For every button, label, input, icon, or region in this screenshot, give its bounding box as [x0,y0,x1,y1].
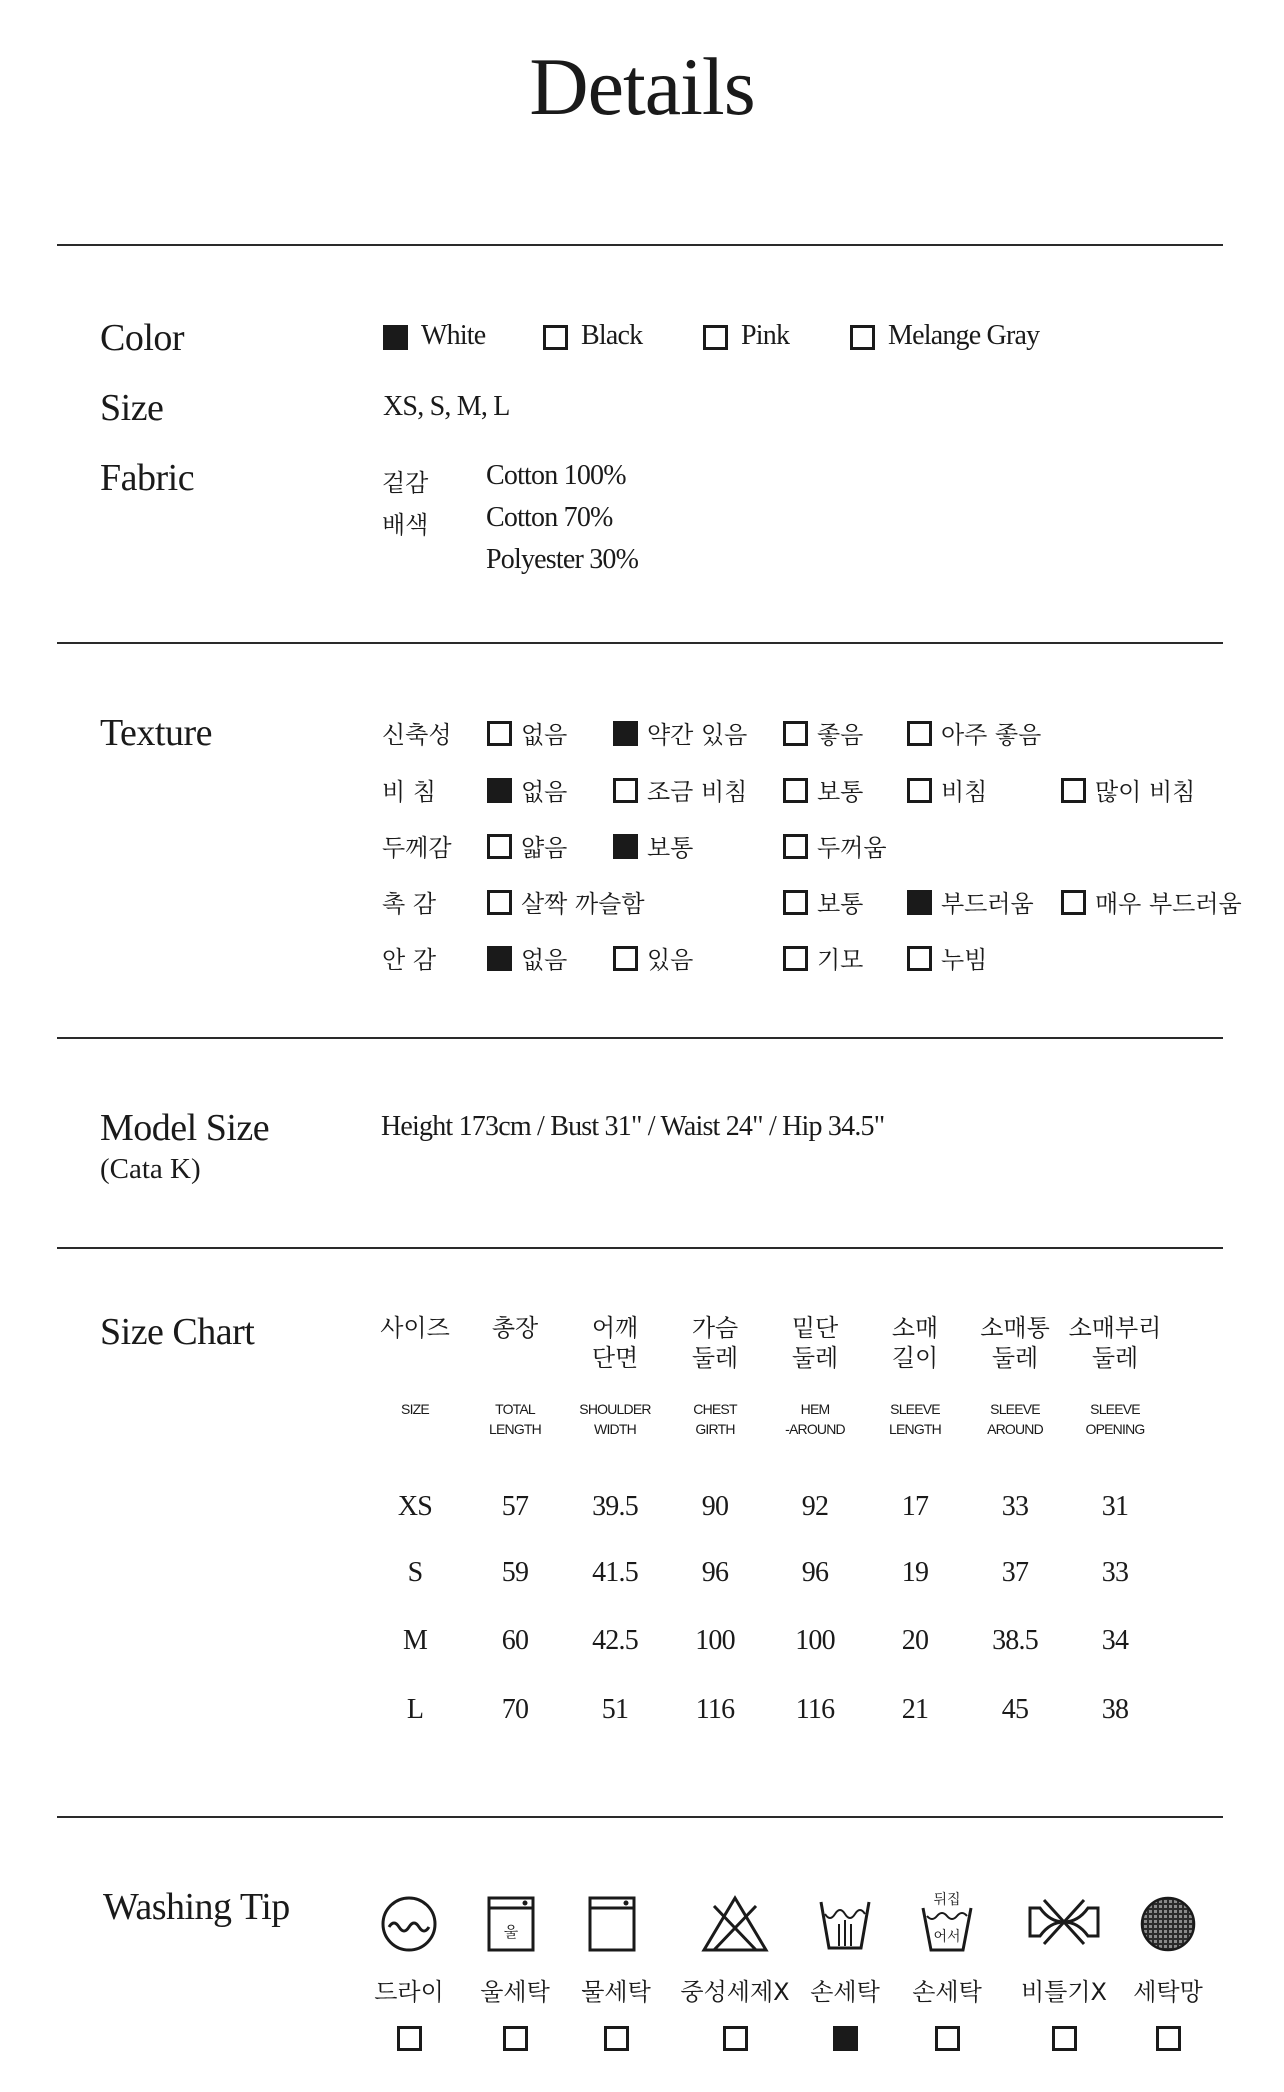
color-option-label: Black [581,320,643,351]
no-neutral-detergent-icon [700,1894,770,1959]
size-chart-label: Size Chart [100,1311,255,1353]
column-header-korean-line: 총장 [491,1314,539,1342]
table-cell: 92 [801,1491,829,1522]
column-header-korean-line: 어깨 [591,1314,639,1342]
washing-tip-checkbox[interactable] [503,2026,528,2051]
texture-checkbox[interactable] [487,890,512,915]
texture-option-label: 있음 [647,946,694,974]
texture-option-label: 보통 [817,778,864,806]
texture-option-label: 많이 비침 [1095,778,1196,806]
texture-checkbox[interactable] [907,890,932,915]
texture-checkbox[interactable] [783,721,808,746]
texture-attribute-name: 비 침 [382,778,436,806]
svg-text:뒤집: 뒤집 [933,1892,961,1908]
column-header-korean-line: 둘레 [791,1344,839,1372]
texture-option-label: 살짝 까슬함 [521,890,645,918]
texture-option-label: 조금 비침 [647,778,748,806]
fabric-part-name: 겉감 [382,469,429,497]
texture-option-label: 약간 있음 [647,721,748,749]
table-cell: 19 [901,1557,929,1588]
table-cell: 60 [501,1625,529,1656]
column-header-korean-line: 사이즈 [380,1314,450,1342]
model-name: (Cata K) [100,1153,201,1185]
hand-wash-inside-out-icon [917,1890,977,1959]
texture-option-label: 두꺼움 [817,834,887,862]
table-cell: 51 [601,1694,629,1725]
table-cell: 42.5 [592,1625,638,1656]
column-header-korean-line: 단면 [591,1344,639,1372]
column-header-korean [1055,1313,1175,1373]
column-header-english [1055,1399,1175,1439]
table-cell: 41.5 [592,1557,638,1588]
table-cell: 116 [695,1694,735,1725]
washing-tip-label: 손세탁 [912,1978,982,2006]
texture-checkbox[interactable] [487,721,512,746]
texture-checkbox[interactable] [1061,778,1086,803]
column-header-english-line: AROUND [987,1421,1043,1437]
texture-checkbox[interactable] [613,721,638,746]
divider [57,1247,1223,1249]
texture-option-label: 좋음 [817,721,864,749]
model-measurements: Height 173cm / Bust 31" / Waist 24" / Hip 34.5" [381,1111,885,1142]
texture-option-label: 기모 [817,946,864,974]
texture-attribute-name: 촉 감 [382,890,436,918]
divider [57,1037,1223,1039]
washing-tip-label: 비틀기X [1021,1978,1107,2006]
column-header-korean-line: 길이 [891,1344,939,1372]
color-checkbox[interactable] [383,325,408,350]
svg-text:어서: 어서 [933,1929,961,1945]
texture-option-label: 매우 부드러움 [1095,890,1242,918]
table-cell: 37 [1001,1557,1029,1588]
texture-checkbox[interactable] [783,946,808,971]
table-cell: 116 [795,1694,835,1725]
column-header-english-line: LENGTH [889,1421,941,1437]
column-header-english-line: -AROUND [785,1421,845,1437]
table-cell: 38 [1101,1694,1129,1725]
texture-checkbox[interactable] [783,890,808,915]
texture-option-label: 부드러움 [941,890,1034,918]
size-name-cell: L [406,1694,424,1725]
column-header-korean-line: 가슴 [691,1314,739,1342]
size-name-cell: XS [397,1491,433,1522]
table-cell: 38.5 [992,1625,1038,1656]
fabric-part-value: Cotton 100% [486,460,626,491]
texture-checkbox[interactable] [613,946,638,971]
washing-tip-checkbox[interactable] [604,2026,629,2051]
washing-tip-label: 울세탁 [480,1978,550,2006]
no-wring-icon [1026,1894,1102,1955]
column-header-english-line: WIDTH [594,1421,636,1437]
fabric-label: Fabric [100,457,195,499]
table-cell: 59 [501,1557,529,1588]
dry-clean-icon [379,1894,439,1959]
texture-option-label: 비침 [941,778,988,806]
size-name-cell: S [407,1557,423,1588]
texture-checkbox[interactable] [783,834,808,859]
texture-checkbox[interactable] [783,778,808,803]
texture-checkbox[interactable] [907,946,932,971]
column-header-english-line: LENGTH [489,1421,541,1437]
washing-tip-checkbox[interactable] [397,2026,422,2051]
texture-checkbox[interactable] [487,946,512,971]
column-header-english-line: TOTAL [495,1401,535,1417]
color-option-label: Melange Gray [888,320,1040,351]
washing-tip-checkbox[interactable] [1156,2026,1181,2051]
fabric-part-name: 배색 [382,511,429,539]
column-header-korean-line: 둘레 [991,1344,1039,1372]
texture-checkbox[interactable] [907,778,932,803]
texture-attribute-name: 두께감 [382,834,452,862]
column-header-english-line: SLEEVE [990,1401,1040,1417]
column-header-english-line: SHOULDER [579,1401,651,1417]
column-header-korean-line: 밑단 [791,1314,839,1342]
texture-attribute-name: 신축성 [382,721,452,749]
column-header-korean-line: 둘레 [691,1344,739,1372]
laundry-net-icon [1138,1894,1198,1959]
fabric-part-value: Polyester 30% [486,544,639,575]
svg-text:울: 울 [503,1923,519,1941]
color-checkbox[interactable] [543,325,568,350]
color-checkbox[interactable] [850,325,875,350]
texture-option-label: 없음 [521,721,568,749]
size-value: XS, S, M, L [383,391,510,422]
column-header-english-line: OPENING [1085,1421,1145,1437]
texture-checkbox[interactable] [1061,890,1086,915]
table-cell: 90 [701,1491,729,1522]
washing-tip-label: Washing Tip [103,1886,290,1928]
washing-tip-checkbox[interactable] [935,2026,960,2051]
texture-checkbox[interactable] [907,721,932,746]
table-cell: 17 [901,1491,929,1522]
washing-tip-label: 손세탁 [810,1978,880,2006]
color-label: Color [100,317,185,359]
size-name-cell: M [402,1625,428,1656]
hand-wash-icon [815,1894,875,1959]
column-header-korean-line: 소매통 [980,1314,1050,1342]
column-header-english-line: GIRTH [695,1421,735,1437]
washing-tip-label: 드라이 [374,1978,444,2006]
divider [57,642,1223,644]
table-cell: 96 [701,1557,729,1588]
texture-option-label: 얇음 [521,834,568,862]
table-cell: 20 [901,1625,929,1656]
texture-option-label: 보통 [817,890,864,918]
texture-option-label: 없음 [521,946,568,974]
washing-tip-checkbox[interactable] [833,2026,858,2051]
column-header-korean-line: 둘레 [1091,1344,1139,1372]
texture-option-label: 누빔 [941,946,988,974]
column-header-english-line: CHEST [693,1401,737,1417]
column-header-english-line: SLEEVE [890,1401,940,1417]
texture-checkbox[interactable] [487,778,512,803]
washing-tip-checkbox[interactable] [1052,2026,1077,2051]
color-checkbox[interactable] [703,325,728,350]
divider [57,244,1223,246]
water-wash-icon [586,1894,638,1959]
texture-checkbox[interactable] [487,834,512,859]
column-header-english-line: SIZE [401,1401,429,1417]
texture-attribute-name: 안 감 [382,946,436,974]
table-cell: 45 [1001,1694,1029,1725]
table-cell: 34 [1101,1625,1129,1656]
washing-tip-label: 물세탁 [581,1978,651,2006]
table-cell: 31 [1101,1491,1129,1522]
table-cell: 33 [1001,1491,1029,1522]
texture-option-label: 보통 [647,834,694,862]
table-cell: 39.5 [592,1491,638,1522]
table-cell: 21 [901,1694,929,1725]
table-cell: 100 [695,1625,735,1656]
texture-label: Texture [100,712,213,754]
table-cell: 33 [1101,1557,1129,1588]
column-header-english-line: HEM [800,1401,830,1417]
table-cell: 57 [501,1491,529,1522]
washing-tip-label: 중성세제X [680,1978,790,2006]
color-option-label: White [421,320,486,351]
table-cell: 70 [501,1694,529,1725]
fabric-part-value: Cotton 70% [486,502,613,533]
table-cell: 96 [801,1557,829,1588]
wool-wash-icon [485,1894,537,1959]
washing-tip-label: 세탁망 [1133,1978,1203,2006]
column-header-english-line: SLEEVE [1090,1401,1140,1417]
texture-checkbox[interactable] [613,778,638,803]
column-header-korean-line: 소매부리 [1068,1314,1162,1342]
divider [57,1816,1223,1818]
washing-tip-checkbox[interactable] [723,2026,748,2051]
color-option-label: Pink [741,320,790,351]
texture-checkbox[interactable] [613,834,638,859]
column-header-korean-line: 소매 [891,1314,939,1342]
texture-option-label: 아주 좋음 [941,721,1042,749]
size-label: Size [100,387,164,429]
texture-option-label: 없음 [521,778,568,806]
page-title: Details [529,41,755,132]
model-size-label: Model Size [100,1107,270,1149]
table-cell: 100 [795,1625,835,1656]
